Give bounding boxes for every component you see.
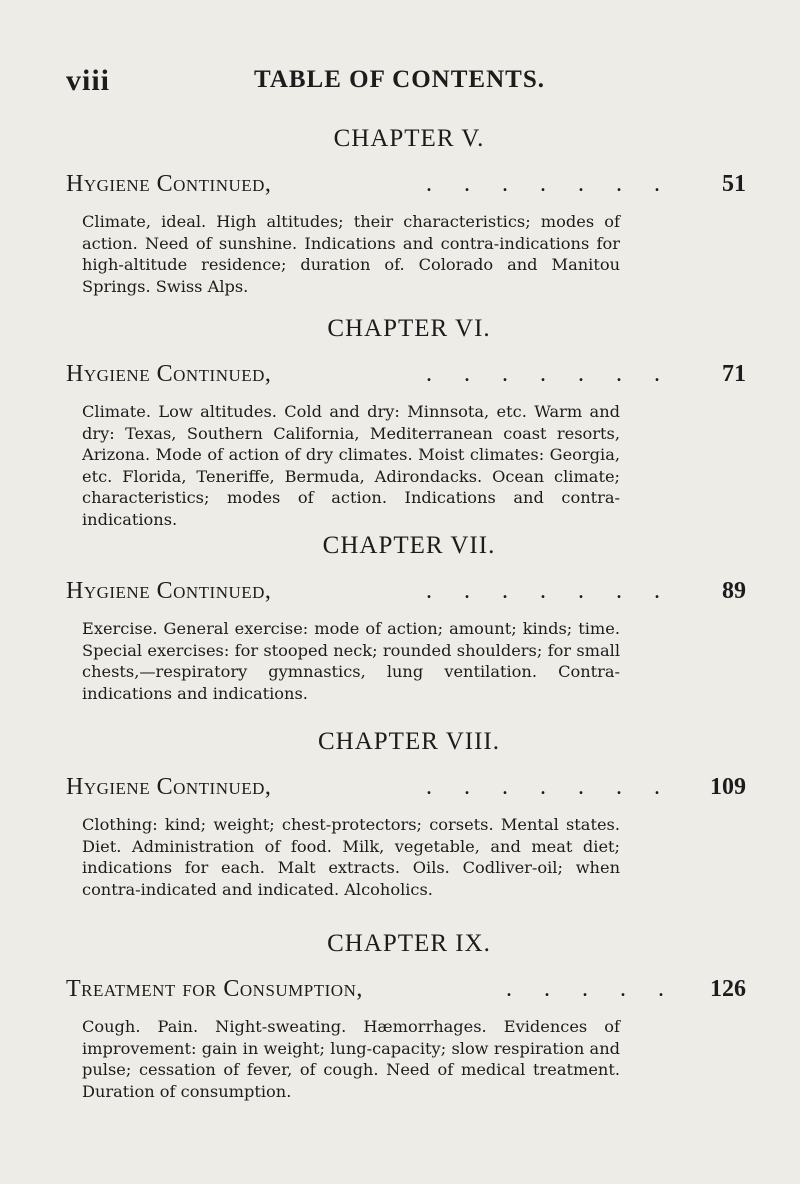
toc-entry[interactable] xyxy=(66,361,746,393)
entry-title: Hygiene Continued, xyxy=(66,578,272,604)
chapter-summary: Exercise. General exercise: mode of action; amount; kinds; time. Special exercises: for stooped neck; rounded shoulders; for small chests,—respiratory gymnastics, lung ventilation. Contra-indications and indications. xyxy=(82,619,620,703)
running-head xyxy=(0,64,800,104)
leader-dots: . . . . . . . xyxy=(426,361,673,387)
chapter-heading: CHAPTER VIII. xyxy=(318,728,500,755)
entry-page-number: 89 xyxy=(722,578,746,604)
leader-dots: . . . . . . . xyxy=(426,774,673,800)
entry-title: Treatment for Consumption, xyxy=(66,976,363,1002)
chapter-summary: Climate. Low altitudes. Cold and dry: Minnsota, etc. Warm and dry: Texas, Southern California, Mediterranean coast resorts, Arizona. Mode of action of dry climates. Moist climates: Georgia, etc. Florida, Teneriffe, Bermuda, Adirondacks. Ocean climate; characteristics; modes of action. Indications and contra-indications. xyxy=(82,402,620,529)
leader-dots: . . . . . xyxy=(506,976,677,1002)
entry-page-number: 126 xyxy=(710,976,746,1002)
chapter-heading: CHAPTER V. xyxy=(333,125,485,152)
chapter-summary: Climate, ideal. High altitudes; their characteristics; modes of action. Need of sunshine. Indications and contra-indications for high-altitude residence; duration of. Colorado and Manitou Springs. Swiss Alps. xyxy=(82,212,620,296)
chapter-summary: Clothing: kind; weight; chest-protectors; corsets. Mental states. Diet. Administration of food. Milk, vegetable, and meat diet; indications for each. Malt extracts. Oils. Codliver-oil; when contra-indicated and indicated. Alcoholics. xyxy=(82,815,620,899)
chapter-heading: CHAPTER VI. xyxy=(327,315,491,342)
entry-page-number: 71 xyxy=(722,361,746,387)
leader-dots: . . . . . . . xyxy=(426,171,673,197)
toc-entry[interactable] xyxy=(66,578,746,610)
entry-page-number: 51 xyxy=(722,171,746,197)
entry-title: Hygiene Continued, xyxy=(66,361,272,387)
chapter-summary: Cough. Pain. Night-sweating. Hæmorrhages. Evidences of improvement: gain in weight; lung-capacity; slow respiration and pulse; cessation of fever, of cough. Need of medical treatment. Duration of consumption. xyxy=(82,1017,620,1101)
page-number: viii xyxy=(66,64,111,97)
chapter-heading: CHAPTER VII. xyxy=(322,532,496,559)
entry-title: Hygiene Continued, xyxy=(66,774,272,800)
entry-page-number: 109 xyxy=(710,774,746,800)
leader-dots: . . . . . . . xyxy=(426,578,673,604)
chapter-heading: CHAPTER IX. xyxy=(327,930,491,957)
page-title: TABLE OF CONTENTS. xyxy=(254,66,545,93)
toc-entry[interactable] xyxy=(66,774,746,806)
toc-entry[interactable] xyxy=(66,976,746,1008)
entry-title: Hygiene Continued, xyxy=(66,171,272,197)
toc-entry[interactable] xyxy=(66,171,746,203)
